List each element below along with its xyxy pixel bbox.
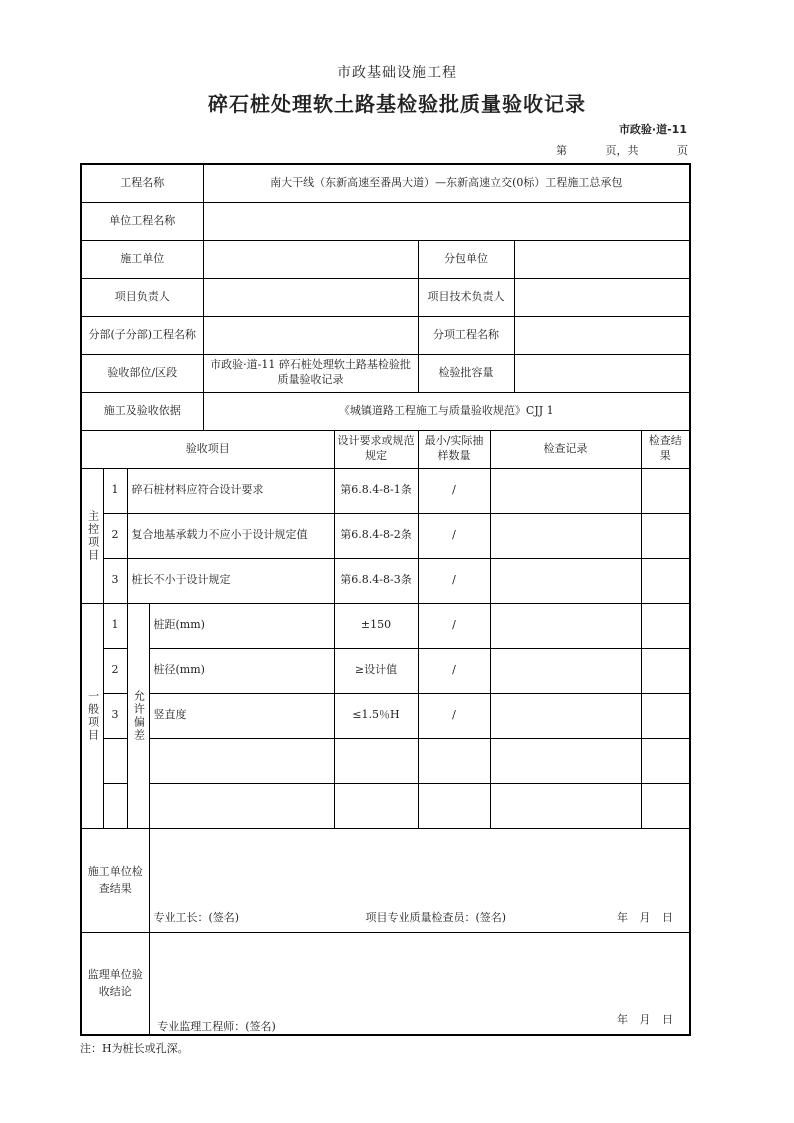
col-sample-header: 最小/实际抽样数量: [418, 430, 490, 468]
row-sample[interactable]: [418, 783, 490, 828]
sub-item-value[interactable]: [514, 316, 690, 354]
table-row: [81, 468, 690, 513]
contractor-label: 施工单位: [81, 240, 203, 278]
row-no: 1: [103, 603, 127, 648]
inspection-form-table: [80, 163, 691, 1036]
col-record-header: 检查记录: [490, 430, 641, 468]
row-no: 3: [103, 558, 127, 603]
row-sample[interactable]: [418, 738, 490, 783]
row-item: 竖直度: [149, 693, 334, 738]
project-name-value[interactable]: 南大干线（东新高速至番禺大道）—东新高速立交(0标）工程施工总承包: [203, 164, 690, 202]
row-spec: ≥设计值: [334, 648, 418, 693]
table-row: [81, 783, 690, 828]
subcontractor-label: 分包单位: [418, 240, 514, 278]
col-design-header: 设计要求或规范规定: [334, 430, 418, 468]
row-record[interactable]: [490, 648, 641, 693]
row-item[interactable]: [149, 783, 334, 828]
row-record[interactable]: [490, 468, 641, 513]
row-spec: ≤1.5％H: [334, 693, 418, 738]
col-result-header: 检查结果: [641, 430, 690, 468]
supervisor-check-label: 监理单位验收结论: [81, 932, 149, 1035]
row-item: 桩长不小于设计规定: [127, 558, 334, 603]
row-sample[interactable]: /: [418, 603, 490, 648]
row-item: 复合地基承载力不应小于设计规定值: [127, 513, 334, 558]
row-item: 桩距(mm): [149, 603, 334, 648]
row-record[interactable]: [490, 558, 641, 603]
row-result[interactable]: [641, 513, 690, 558]
basis-value[interactable]: 《城镇道路工程施工与质量验收规范》CJJ 1: [203, 392, 690, 430]
unit-project-value[interactable]: [203, 202, 690, 240]
contractor-check-label: 施工单位检查结果: [81, 828, 149, 932]
foreman-signature[interactable]: 专业工长：(签名): [153, 910, 240, 924]
engineer-signature[interactable]: 专业监理工程师：(签名): [157, 1019, 276, 1033]
supervisor-date[interactable]: 年 月 日: [617, 1013, 674, 1027]
sub-division-value[interactable]: [203, 316, 418, 354]
tolerance-label: 允许偏差: [127, 603, 149, 828]
row-record[interactable]: [490, 513, 641, 558]
row-record[interactable]: [490, 738, 641, 783]
table-row: [81, 558, 690, 603]
row-no: 3: [103, 693, 127, 738]
row-spec[interactable]: [334, 783, 418, 828]
row-record[interactable]: [490, 783, 641, 828]
row-spec: ±150: [334, 603, 418, 648]
row-result[interactable]: [641, 783, 690, 828]
row-spec: 第6.8.4-8-1条: [334, 468, 418, 513]
row-item: 桩径(mm): [149, 648, 334, 693]
row-no: 1: [103, 468, 127, 513]
row-sub-division: [81, 316, 690, 354]
tech-lead-value[interactable]: [514, 278, 690, 316]
row-contractor-check: [81, 828, 690, 932]
row-sample[interactable]: /: [418, 558, 490, 603]
row-project-name: [81, 164, 690, 202]
row-unit-project: [81, 202, 690, 240]
row-supervisor-check: [81, 932, 690, 1035]
row-sample[interactable]: /: [418, 648, 490, 693]
main-control-label: 主控项目: [81, 468, 103, 603]
subcontractor-value[interactable]: [514, 240, 690, 278]
row-no: 2: [103, 513, 127, 558]
row-record[interactable]: [490, 693, 641, 738]
row-spec: 第6.8.4-8-3条: [334, 558, 418, 603]
row-location: [81, 354, 690, 392]
unit-project-label: 单位工程名称: [81, 202, 203, 240]
project-name-label: 工程名称: [81, 164, 203, 202]
row-basis: [81, 392, 690, 430]
tech-lead-label: 项目技术负责人: [418, 278, 514, 316]
footnote: 注：H为桩长或孔深。: [80, 1042, 189, 1055]
row-sample[interactable]: /: [418, 468, 490, 513]
supervisor-check-area[interactable]: [149, 932, 690, 1035]
row-no: [103, 738, 127, 783]
basis-label: 施工及验收依据: [81, 392, 203, 430]
location-value[interactable]: 市政验·道-11 碎石桩处理软土路基检验批质量验收记录: [203, 354, 418, 392]
form-category: 市政基础设施工程: [337, 65, 457, 81]
pm-label: 项目负责人: [81, 278, 203, 316]
contractor-value[interactable]: [203, 240, 418, 278]
row-contractor: [81, 240, 690, 278]
row-spec: 第6.8.4-8-2条: [334, 513, 418, 558]
row-no: 2: [103, 648, 127, 693]
form-code: 市政验·道-11: [618, 123, 687, 136]
page-di: 第: [556, 144, 567, 157]
row-spec[interactable]: [334, 738, 418, 783]
row-result[interactable]: [641, 738, 690, 783]
pm-value[interactable]: [203, 278, 418, 316]
row-result[interactable]: [641, 468, 690, 513]
row-pm: [81, 278, 690, 316]
page-counter: [556, 142, 688, 158]
sub-division-label: 分部(子分部)工程名称: [81, 316, 203, 354]
page-ye-gong: 页，共: [605, 144, 639, 157]
row-item: 碎石桩材料应符合设计要求: [127, 468, 334, 513]
batch-capacity-label: 检验批容量: [418, 354, 514, 392]
table-row: [81, 738, 690, 783]
row-record[interactable]: [490, 603, 641, 648]
row-result[interactable]: [641, 558, 690, 603]
page-ye: 页: [677, 144, 688, 157]
location-label: 验收部位/区段: [81, 354, 203, 392]
table-row: [81, 603, 690, 648]
sub-item-label: 分项工程名称: [418, 316, 514, 354]
row-result[interactable]: [641, 693, 690, 738]
row-result[interactable]: [641, 648, 690, 693]
form-title: 碎石桩处理软土路基检验批质量验收记录: [208, 92, 586, 116]
row-sample[interactable]: /: [418, 513, 490, 558]
contractor-date[interactable]: 年 月 日: [617, 910, 674, 924]
row-item[interactable]: [149, 738, 334, 783]
row-no: [103, 783, 127, 828]
col-item-header: 验收项目: [81, 430, 334, 468]
table-row: [81, 648, 690, 693]
table-row: [81, 693, 690, 738]
inspector-signature[interactable]: 项目专业质量检查员：(签名): [365, 910, 507, 924]
row-sample[interactable]: /: [418, 693, 490, 738]
batch-capacity-value[interactable]: [514, 354, 690, 392]
table-row: [81, 513, 690, 558]
row-column-header: [81, 430, 690, 468]
general-label: 一般项目: [81, 603, 103, 828]
row-result[interactable]: [641, 603, 690, 648]
contractor-check-area[interactable]: [149, 828, 690, 932]
